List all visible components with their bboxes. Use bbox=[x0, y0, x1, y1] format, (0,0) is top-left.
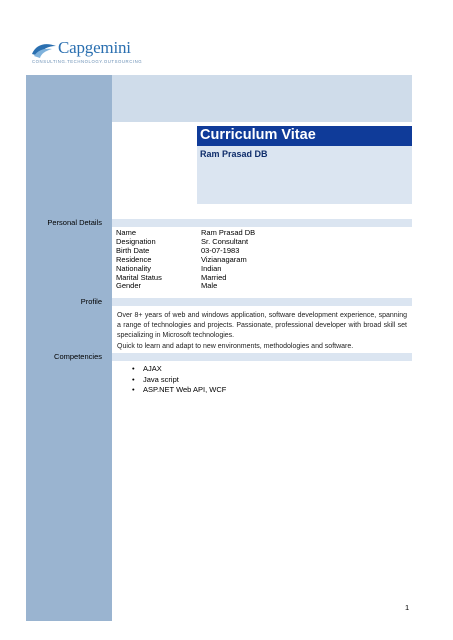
list-item bbox=[116, 385, 226, 396]
bullet-icon: • bbox=[132, 385, 135, 394]
section-bar-profile bbox=[112, 298, 412, 306]
detail-key: Gender bbox=[116, 281, 142, 291]
profile-paragraph: Quick to learn and adapt to new environments, methodologies and software. bbox=[117, 342, 354, 350]
detail-value: Indian bbox=[201, 263, 222, 273]
competency-label: Java script bbox=[143, 374, 179, 384]
profile-paragraph: Over 8+ years of web and windows application, software development experience, spanning a range of technologies and projects. Passionate, professional developer with broad skill set specializing in Microsoft technologies. bbox=[117, 312, 407, 340]
detail-value: Ram Prasad DB bbox=[201, 228, 256, 237]
table-row bbox=[116, 282, 255, 291]
competency-label: AJAX bbox=[143, 364, 162, 373]
section-bar-competencies bbox=[112, 353, 412, 361]
detail-value: Married bbox=[201, 272, 227, 282]
detail-key: Name bbox=[116, 228, 137, 237]
profile-summary bbox=[117, 311, 407, 352]
detail-value: Male bbox=[201, 281, 218, 291]
bullet-icon: • bbox=[132, 364, 135, 373]
detail-key: Residence bbox=[116, 254, 152, 264]
detail-value: 03-07-1983 bbox=[201, 245, 240, 255]
detail-value: Sr. Consultant bbox=[201, 236, 249, 246]
header-panel bbox=[112, 75, 412, 122]
detail-key: Marital Status bbox=[116, 272, 162, 282]
detail-key: Nationality bbox=[116, 263, 152, 273]
list-item bbox=[116, 375, 226, 386]
candidate-name: Ram Prasad DB bbox=[200, 149, 268, 159]
document-title: Curriculum Vitae bbox=[200, 127, 316, 143]
competency-label: ASP.NET Web API, WCF bbox=[143, 385, 227, 394]
detail-key: Birth Date bbox=[116, 245, 150, 255]
left-sidebar-band bbox=[26, 75, 112, 621]
section-label-competencies: Competencies bbox=[54, 352, 102, 361]
section-bar-personal-details bbox=[112, 219, 412, 227]
capgemini-logo bbox=[30, 38, 143, 66]
list-item bbox=[116, 364, 226, 375]
bullet-icon: • bbox=[132, 374, 135, 384]
capgemini-spade-icon bbox=[30, 40, 58, 60]
section-label-profile: Profile bbox=[80, 297, 102, 306]
page-number: 1 bbox=[405, 603, 410, 612]
personal-details-table bbox=[116, 229, 255, 291]
logo-tagline: CONSULTING.TECHNOLOGY.OUTSOURCING bbox=[32, 59, 143, 64]
competencies-list bbox=[116, 364, 226, 396]
section-label-personal-details: Personal Details bbox=[47, 218, 102, 227]
detail-value: Vizianagaram bbox=[201, 254, 247, 264]
logo-wordmark: Capgemini bbox=[58, 38, 131, 57]
detail-key: Designation bbox=[116, 236, 156, 246]
